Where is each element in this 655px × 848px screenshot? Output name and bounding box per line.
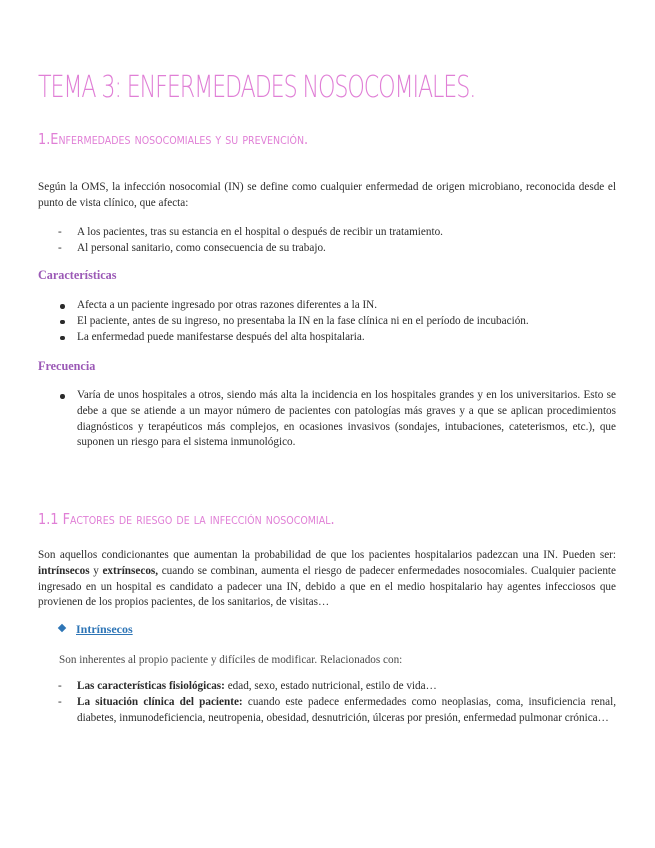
paragraph-text: y [89, 564, 103, 577]
intrinsecos-link[interactable]: Intrínsecos [76, 622, 133, 636]
extrinsecos-term: extrínsecos, [102, 564, 159, 577]
list-item [38, 679, 616, 695]
list-item-text: A los pacientes, tras su estancia en el hospital o después de recibir un tratamiento. [77, 226, 443, 238]
list-item [38, 314, 616, 330]
bullet-icon [60, 320, 65, 325]
bullet-icon [60, 304, 65, 309]
list-item-text: El paciente, antes de su ingreso, no presentaba la IN en la fase clínica ni en el período de incubación. [77, 314, 529, 327]
factor-text: cuando este padece enfermedades como neoplasias, coma, insuficiencia renal, diabetes, inmunodeficiencia, neutropenia, obesidad, desnutrición, úlceras por presión, enfermedad pulmonar crónica… [77, 695, 616, 724]
section-heading-enfermedades: 1.Enfermedades nosocomiales y su prevención. [38, 130, 309, 148]
dash-marker: - [58, 226, 62, 238]
list-item [38, 330, 616, 346]
list-item-text: La enfermedad puede manifestarse después del alta hospitalaria. [77, 330, 365, 343]
factor-label: Las características fisiológicas: [77, 680, 225, 692]
list-item-text: Afecta a un paciente ingresado por otras razones diferentes a la IN. [77, 299, 378, 311]
frecuencia-list [38, 388, 616, 451]
factor-text: edad, sexo, estado nutricional, estilo de vida… [224, 680, 437, 692]
list-item-text: Varía de unos hospitales a otros, siendo más alta la incidencia en los hospitales grandes y en los universitarios. Esto se debe a que se atiende a un mayor número de pacientes con patologías más graves y a que se aplican procedimientos diagnósticos y terapéuticos más complejos, en ocasiones invasivos (sondajes, intubaciones, cateterismos, etc.), que suponen un riesgo para el sistema inmunológico. [77, 389, 616, 449]
factores-paragraph [38, 548, 616, 611]
section-heading-factores-riesgo: 1.1 Factores de riesgo de la infección nosocomial. [38, 510, 335, 528]
frecuencia-heading: Frecuencia [38, 359, 96, 373]
oms-definition-paragraph: Según la OMS, la infección nosocomial (IN) se define como cualquier enfermedad de origen microbiano, reconocida desde el punto de vista clínico, que afecta: [38, 181, 616, 209]
bullet-icon [60, 336, 65, 341]
document-title: TEMA 3: ENFERMEDADES NOSOCOMIALES. [38, 70, 476, 105]
paragraph-text: cuando se combinan, aumenta el riesgo de padecer enfermedades nosocomiales. Cualquier paciente ingresado en un hospital es candidato a padecer una IN, debido a que en el medio hospitalario hay agentes infecciosos que provienen de los propios pacientes, de los sanitarios, de visitas… [38, 564, 617, 609]
dash-marker: - [58, 241, 62, 254]
intrinsecos-intro: Son inherentes al propio paciente y difíciles de modificar. Relacionados con: [59, 654, 403, 666]
caracteristicas-heading: Características [38, 268, 117, 282]
diamond-bullet-icon [58, 624, 66, 632]
list-item [38, 388, 616, 451]
factor-label: La situación clínica del paciente: [77, 695, 243, 708]
dash-marker: - [58, 680, 62, 692]
intrinsecos-term: intrínsecos [38, 564, 90, 577]
caracteristicas-list [38, 298, 616, 345]
dash-marker: - [58, 695, 62, 708]
list-item [38, 241, 616, 257]
list-item-text: Al personal sanitario, como consecuencia de su trabajo. [77, 241, 326, 254]
intrinsecos-factors-list [38, 679, 616, 726]
bullet-icon [60, 394, 65, 399]
affects-list [38, 225, 616, 257]
list-item [38, 298, 616, 314]
list-item [38, 695, 616, 727]
paragraph-text: Son aquellos condicionantes que aumentan la probabilidad de que los pacientes hospitalarios padezcan una IN. Pueden ser: [38, 549, 616, 561]
list-item [38, 225, 616, 241]
